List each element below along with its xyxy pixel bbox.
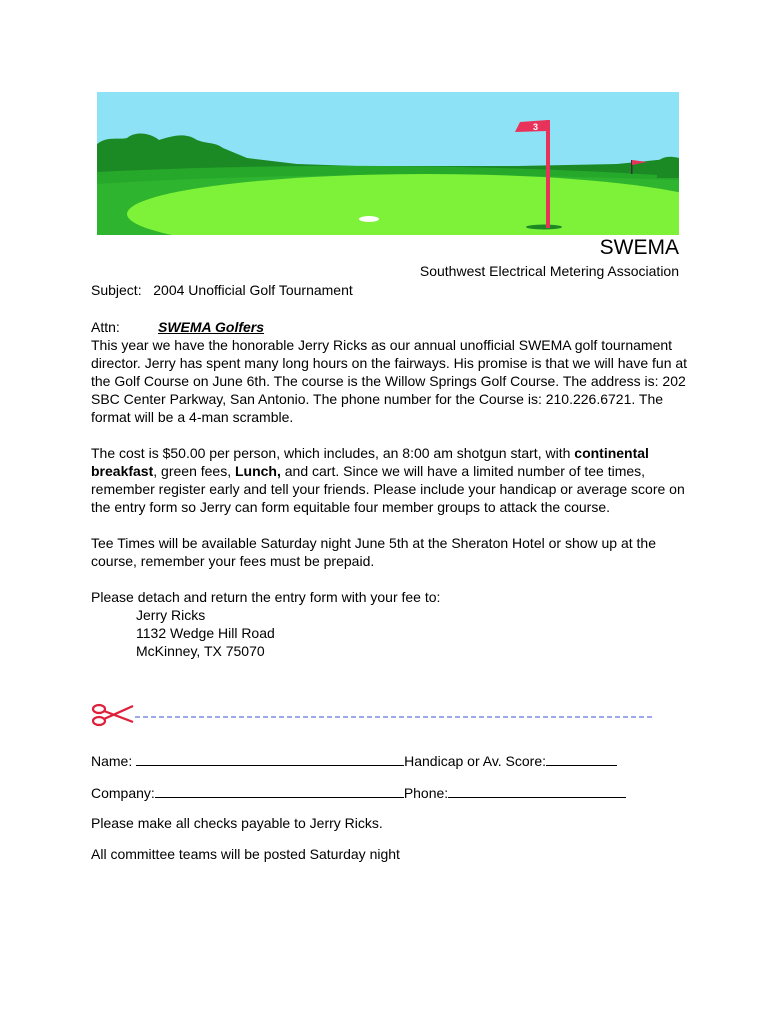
cut-here-line [91, 700, 656, 730]
subject-label: Subject: [91, 282, 142, 298]
company-field[interactable] [155, 783, 404, 798]
name-label: Name: [91, 753, 133, 769]
para2-text-a: The cost is $50.00 per person, which includes, an 8:00 am shotgun start, with [91, 445, 575, 461]
address-line-2: 1132 Wedge Hill Road [136, 625, 275, 641]
para2-lunch: Lunch, [234, 463, 281, 479]
paragraph-1: This year we have the honorable Jerry Ricks as our annual unofficial SWEMA golf tournament director. Jerry has spent many long hours on the fairways. His promise is that we will have fun at the Golf Course on June 6th. The course is the Willow Springs Golf Course. The address is: 202 SBC Center Parkway, San Antonio. The phone number for the Course is: 210.226.6721. The format will be a 4-man scramble. [91, 337, 688, 425]
address-line-3: McKinney, TX 75070 [136, 643, 265, 659]
company-row [91, 783, 626, 802]
far-trees-right [657, 157, 679, 178]
flag-pole [546, 120, 550, 228]
phone-field[interactable] [448, 783, 626, 798]
checks-note: Please make all checks payable to Jerry Ricks. [91, 815, 383, 831]
subject-line [91, 281, 353, 299]
flag-number: 3 [533, 122, 539, 132]
paragraph-4: Please detach and return the entry form with your fee to: [91, 589, 441, 605]
attn-line [91, 318, 691, 336]
org-name: SWEMA [599, 236, 679, 259]
phone-label: Phone: [403, 785, 449, 801]
paragraph-3: Tee Times will be available Saturday night June 5th at the Sheraton Hotel or show up at the course, remember your fees must be prepaid. [91, 535, 657, 569]
scissors-icon [93, 705, 133, 725]
address-line-1: Jerry Ricks [136, 607, 206, 623]
handicap-label: Handicap or Av. Score: [404, 753, 547, 769]
para2-breakfast: continental breakfast [91, 445, 649, 479]
name-field[interactable] [136, 751, 404, 766]
attn-value: SWEMA Golfers [158, 319, 265, 335]
flag-shadow [526, 225, 562, 230]
org-full-name: Southwest Electrical Metering Association [419, 263, 679, 279]
para2-text-e: and cart. Since we will have a limited number of tee times, remember register early and tell your friends. Please include your handicap or average score on the entry form so Jerry can form equitable four member groups to attack the course. [91, 463, 685, 515]
handicap-field[interactable] [546, 751, 617, 766]
committee-note: All committee teams will be posted Saturday night [91, 846, 400, 862]
paragraph-2 [91, 444, 691, 516]
subject-value: 2004 Unofficial Golf Tournament [153, 282, 353, 298]
para2-text-c: , green fees, [153, 463, 235, 479]
company-label: Company: [91, 785, 155, 801]
name-row [91, 751, 617, 770]
golf-course-banner [97, 92, 679, 235]
attn-label: Attn: [91, 319, 120, 335]
letter-body [91, 318, 691, 660]
golf-hole [359, 216, 379, 222]
